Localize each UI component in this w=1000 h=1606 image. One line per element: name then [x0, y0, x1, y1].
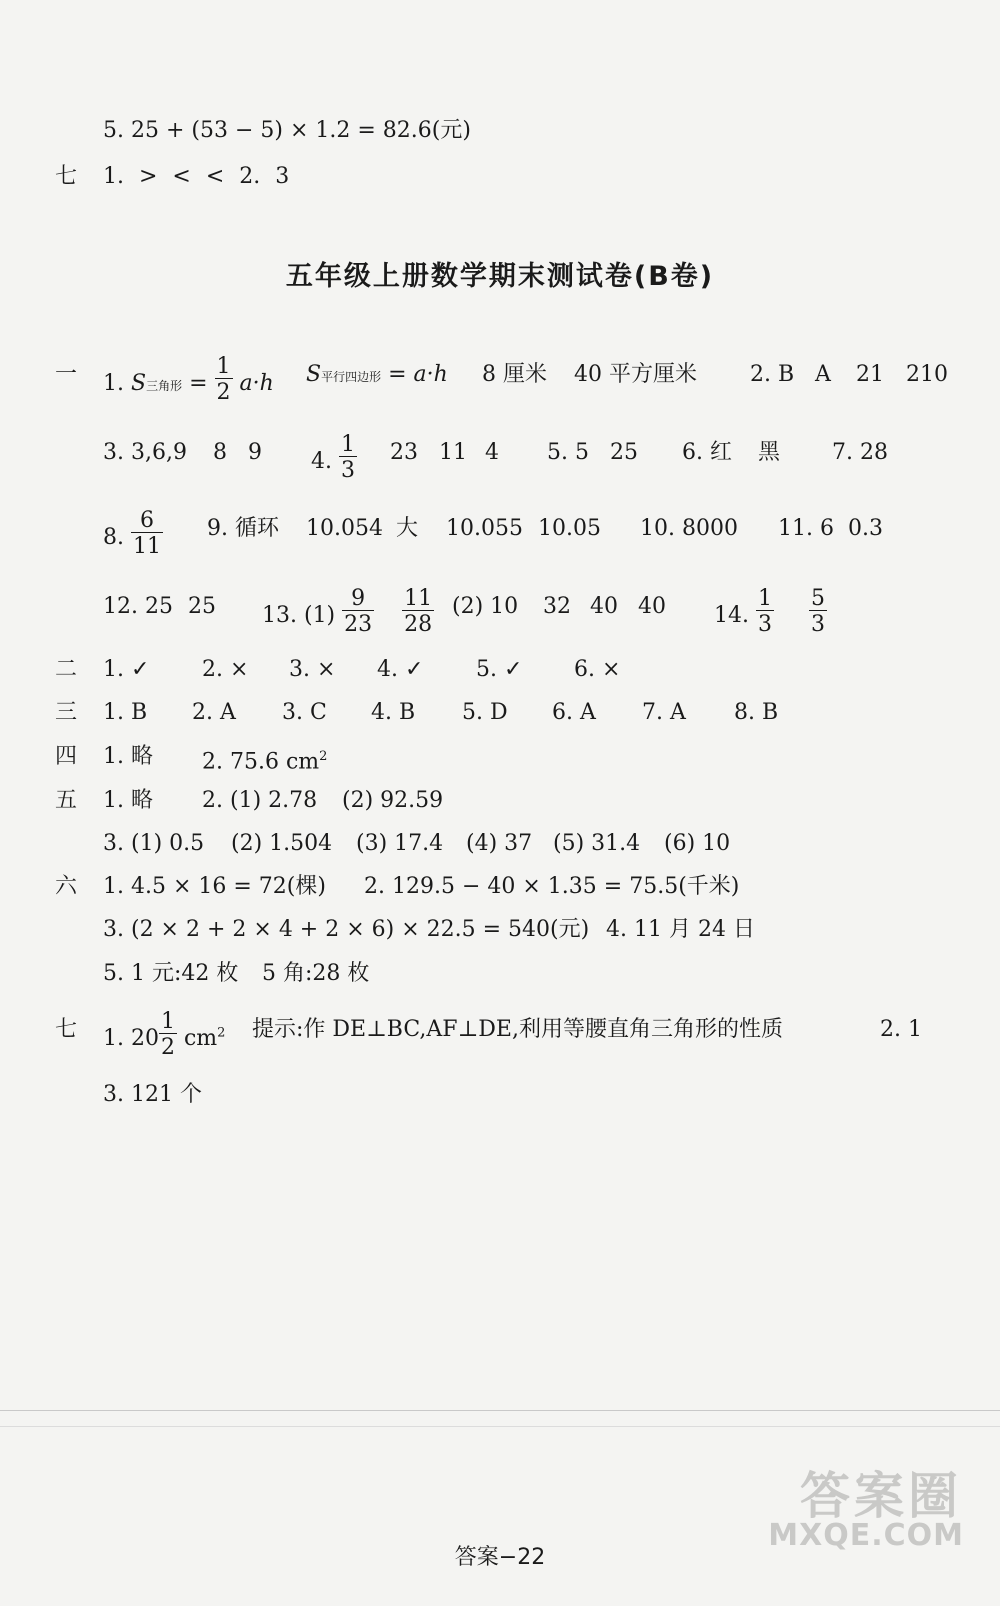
divider: [0, 1426, 1000, 1427]
fraction: $\frac{1}{3}$: [341, 432, 355, 483]
fraction: $\frac{1}{2}$: [216, 354, 231, 405]
answer-page: 5. 25 + (53 − 5) × 1.2 = 82.6(元) 七 1. > < < 2. 3 五年级上册数学期末测试卷(B卷) 一 1. S三角形 = $\frac{1}{2}$ a·h S平行四边形 = a·h 8 厘米 40 平方厘米 2. B A 21 210 3. 3,6,9 8 9 4. $\frac{1}{3}$ 23 11 4 5. 5 25 6. 红 黑 7. 28 8. $\frac{6}{11}$ 9. 循环 10.054 大 10.055 10.05 10. 8000 11. 6 0.3 12. 25 25 13. (1) $\frac{9}{23}$ $\frac{11}{28}$ (2) 10 32 40 40 14. $\frac{1}{3}$ $\frac{5}{3}$ 二 1. ✓ 2. × 3. × 4. ✓ 5. ✓ 6. × 三 1. B 2. A 3. C 4. B 5. D 6. A 7. A 8. B 四 1. 略 2. 75.6 $cm^2$ 五 1. 略 2. (1) 2.78 (2) 92.59 3. (1) 0.5 (2) 1.504 (3) 17.4 (4) 37 (5) 31.4 (6) 10 六 1. 4.5 × 16 = 72(棵) 2. 129.5 − 40 × 1.35 = 75.5(千米) 3. (2 × 2 + 2 × 4 + 2 × 6) × 22.5 = 540(元) 4. 11 月 24 日 5. 1 元:42 枚 5 角:28 枚 七 1. 20 $\frac{1}{2}$ $cm^2$ 提示:作 DE⊥BC,AF⊥DE,利用等腰直角三角形的性质 2. 1 3. 121 个 答案−22 答案圈 MXQE.COM: [0, 0, 1000, 1606]
fraction: $\frac{1}{3}$: [758, 586, 772, 637]
section-label: 五: [55, 788, 78, 813]
section-label: 一: [55, 362, 78, 387]
fraction: $\frac{1}{2}$: [160, 1009, 175, 1060]
fraction: $\frac{5}{3}$: [810, 586, 825, 637]
section-label: 二: [55, 657, 78, 682]
q1-formula: 1. S三角形 = $\frac{1}{2}$ a·h: [103, 354, 274, 405]
page-number: 答案−22: [454, 1545, 546, 1570]
watermark-logo: 答案圈 MXQE.COM: [768, 1467, 964, 1553]
section-label: 三: [55, 700, 78, 725]
fraction: $\frac{11}{28}$: [404, 586, 433, 637]
divider: [0, 1410, 1000, 1411]
fraction: $\frac{6}{11}$: [133, 508, 161, 559]
section-label: 七: [55, 1017, 78, 1042]
section-label: 四: [55, 744, 78, 769]
section-label: 六: [55, 874, 78, 899]
page-title: 五年级上册数学期末测试卷(B卷): [285, 261, 715, 292]
fraction: $\frac{9}{23}$: [344, 586, 373, 637]
